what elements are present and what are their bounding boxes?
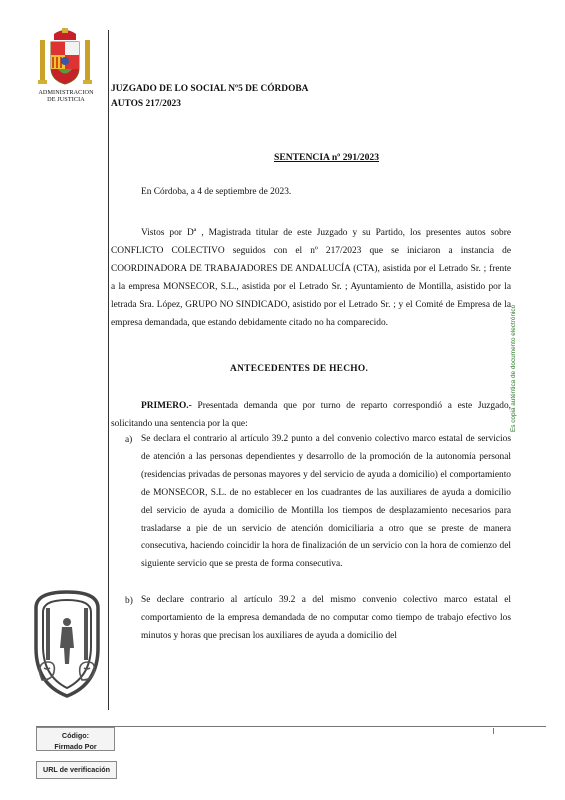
court-name: JUZGADO DE LO SOCIAL Nº5 DE CÓRDOBA — [111, 84, 309, 94]
court-header — [111, 82, 308, 112]
authentic-copy-note: Es copia auténtica de documento electrónico — [510, 304, 517, 432]
code-label: Código: — [61, 731, 90, 740]
item-b-marker: b) — [125, 596, 133, 606]
primero-label: PRIMERO.- — [141, 401, 192, 411]
item-a-marker: a) — [125, 435, 133, 445]
date-line: En Córdoba, a 4 de septiembre de 2023. — [141, 187, 292, 197]
administration-label: ADMINISTRACION DE JUSTICIA — [38, 89, 94, 103]
sentence-title: SENTENCIA nº 291/2023 — [274, 152, 379, 163]
signature-box — [36, 727, 115, 751]
signed-by-label: Firmado Por — [54, 742, 97, 751]
margin-rule — [108, 30, 109, 710]
item-b-text: Se declare contrario al artículo 39.2 a del mismo convenio colectivo marco estatal el comportamiento de la empresa demandada de no computar como tiempo de trabajo efectivo los minutos y horas que precisan los auxiliares de ayuda a domicilio del — [141, 595, 511, 641]
coat-of-arms-logo — [36, 28, 94, 90]
primero-paragraph — [111, 398, 511, 434]
andalucia-emblem — [28, 588, 106, 700]
primero-text: Presentada demanda que por turno de reparto correspondió a este Juzgado, solicitando una sentencia por la que: — [111, 401, 511, 429]
footer-tick — [493, 728, 494, 734]
case-number: AUTOS 217/2023 — [111, 99, 181, 109]
section-heading: ANTECEDENTES DE HECHO. — [230, 364, 369, 374]
item-a-text: Se declara el contrario al artículo 39.2 punto a del convenio colectivo marco estatal de servicios de atención a las personas dependientes y desarrollo de la promoción de la autonomía personal (residencias privadas de personas mayores y del servicio de ayuda a domicilio) el comportamiento de MONSECOR, S.L. de no establecer en los cuadrantes de las auxiliares de ayuda a domicilio del servicio de ayuda a domicilio de Montilla los tiempos de desplazamiento necesarios para trasladarse a pie de un servicio de atención domiciliaria a otro que se preste de manera consecutiva, haciendo coincidir la hora de finalización de un servicio con la hora de comienzo del siguiente servicio que se presta de forma consecutiva. — [141, 434, 511, 570]
intro-paragraph: Vistos por Dª , Magistrada titular de este Juzgado y su Partido, los presentes autos sobre CONFLICTO COLECTIVO seguidos con el nº 217/2023 que se iniciaron a instancia de COORDINADORA DE TRABAJADORES DE ANDALUCÍA (CTA), asistida por el Letrado Sr. ; frente a la empresa MONSECOR, S.L., asistida por el Letrado Sr. ; Ayuntamiento de Montilla, asistido por la letrada Sra. López, GRUPO NO SINDICADO, asistido por el Letrado Sr. ; y el Comité de Empresa de la empresa demandada, que estando debidamente citado no ha comparecido. — [111, 228, 511, 328]
verification-url-label: URL de verificación — [36, 761, 117, 779]
